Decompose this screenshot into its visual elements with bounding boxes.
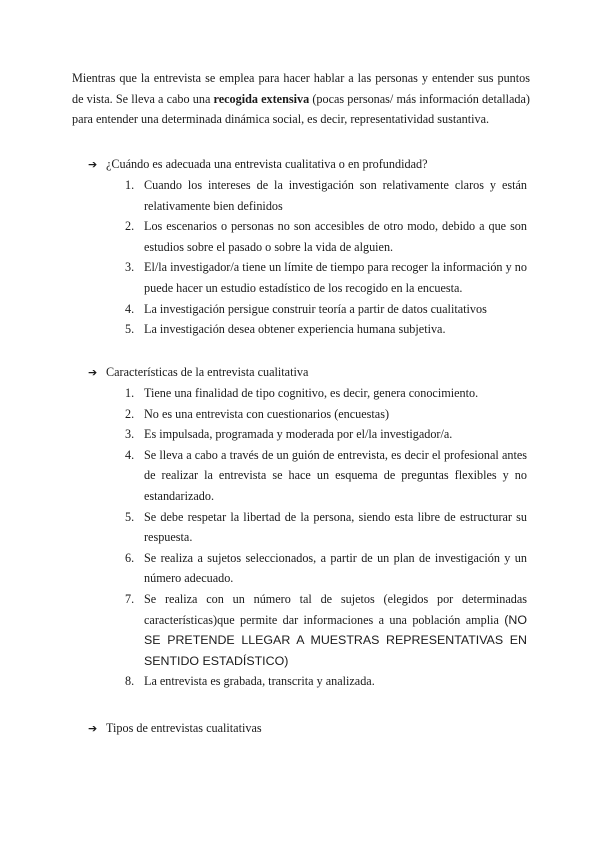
list-item-number: 6.	[125, 550, 135, 565]
list-cuando	[125, 175, 527, 340]
arrow-icon: ➔	[88, 366, 98, 379]
list-item-number: 4.	[125, 301, 135, 316]
list-item-number: 4.	[125, 447, 135, 462]
list-item-text: Se debe respetar la libertad de la persona, siendo esta libre de estructurar su respuesta.	[144, 509, 527, 545]
list-caracteristicas	[125, 383, 527, 692]
list-item-text: Se lleva a cabo a través de un guión de entrevista, es decir el profesional antes de realizar la entrevista se hace un esquema de preguntas flexibles y no estandarizado.	[144, 447, 527, 503]
section-heading-text: Características de la entrevista cualitativa	[106, 365, 309, 379]
list-item	[125, 299, 527, 320]
list-item	[125, 548, 527, 589]
list-item-text: No es una entrevista con cuestionarios (encuestas)	[144, 406, 390, 421]
list-item-number: 2.	[125, 219, 135, 234]
intro-bold-term: recogida extensiva	[213, 91, 310, 106]
list-item-text: La investigación persigue construir teoría a partir de datos cualitativos	[144, 301, 487, 316]
list-item-number: 1.	[125, 178, 135, 192]
list-item-number: 5.	[125, 509, 135, 524]
list-item	[125, 319, 527, 340]
list-item	[125, 383, 527, 404]
list-item-text: La investigación desea obtener experiencia humana subjetiva.	[144, 322, 446, 337]
section-heading-text: Tipos de entrevistas cualitativas	[106, 721, 262, 735]
list-item-text: Se realiza con un número tal de sujetos (elegidos por determinadas características)que permite dar informaciones a una población amplia	[144, 591, 527, 627]
intro-text-end: (pocas personas/ más información detallada) para entender una determinada dinámica social, es decir, representatividad sustantiva.	[72, 91, 530, 126]
arrow-icon: ➔	[88, 158, 98, 171]
list-item-text: Se realiza a sujetos seleccionados, a partir de un plan de investigación y un número adecuado.	[144, 550, 527, 586]
list-item	[125, 175, 527, 216]
section-heading-cuando	[88, 156, 427, 173]
section-heading-caracteristicas	[88, 364, 308, 381]
arrow-icon: ➔	[88, 722, 98, 735]
list-item	[125, 404, 527, 425]
section-heading-tipos	[88, 720, 262, 737]
list-item-number: 3.	[125, 427, 135, 442]
list-item-text: Cuando los intereses de la investigación son relativamente claros y están relativamente bien definidos	[144, 178, 527, 213]
list-item	[125, 445, 527, 507]
list-item	[125, 507, 527, 548]
list-item	[125, 424, 527, 445]
list-item-number: 8.	[125, 674, 135, 689]
intro-paragraph	[72, 68, 530, 130]
list-item-text: El/la investigador/a tiene un límite de tiempo para recoger la información y no puede hacer un estudio estadístico de los recogido en la encuesta.	[144, 260, 527, 295]
list-item	[125, 671, 527, 692]
list-item-text: La entrevista es grabada, transcrita y analizada.	[144, 674, 375, 689]
list-item-number: 5.	[125, 322, 135, 337]
list-item-text: Tiene una finalidad de tipo cognitivo, es decir, genera conocimiento.	[144, 386, 479, 400]
list-item-caps-text: (NO SE PRETENDE LLEGAR A MUESTRAS REPRESENTATIVAS EN SENTIDO ESTADÍSTICO)	[144, 612, 527, 668]
list-item-text: Los escenarios o personas no son accesibles de otro modo, debido a que son estudios sobre el pasado o sobre la vida de alguien.	[144, 219, 527, 254]
list-item-text: Es impulsada, programada y moderada por el/la investigador/a.	[144, 427, 453, 442]
list-item	[125, 216, 527, 257]
list-item-number: 2.	[125, 406, 135, 421]
list-item-number: 3.	[125, 260, 135, 275]
list-item-number: 7.	[125, 591, 135, 606]
list-item	[125, 257, 527, 298]
section-heading-text: ¿Cuándo es adecuada una entrevista cualitativa o en profundidad?	[106, 157, 428, 171]
list-item	[125, 589, 527, 671]
list-item-number: 1.	[125, 386, 135, 400]
intro-text-start: Mientras que la entrevista se emplea para hacer hablar a las personas y entender sus puntos de vista. Se lleva a cabo una	[72, 71, 530, 106]
